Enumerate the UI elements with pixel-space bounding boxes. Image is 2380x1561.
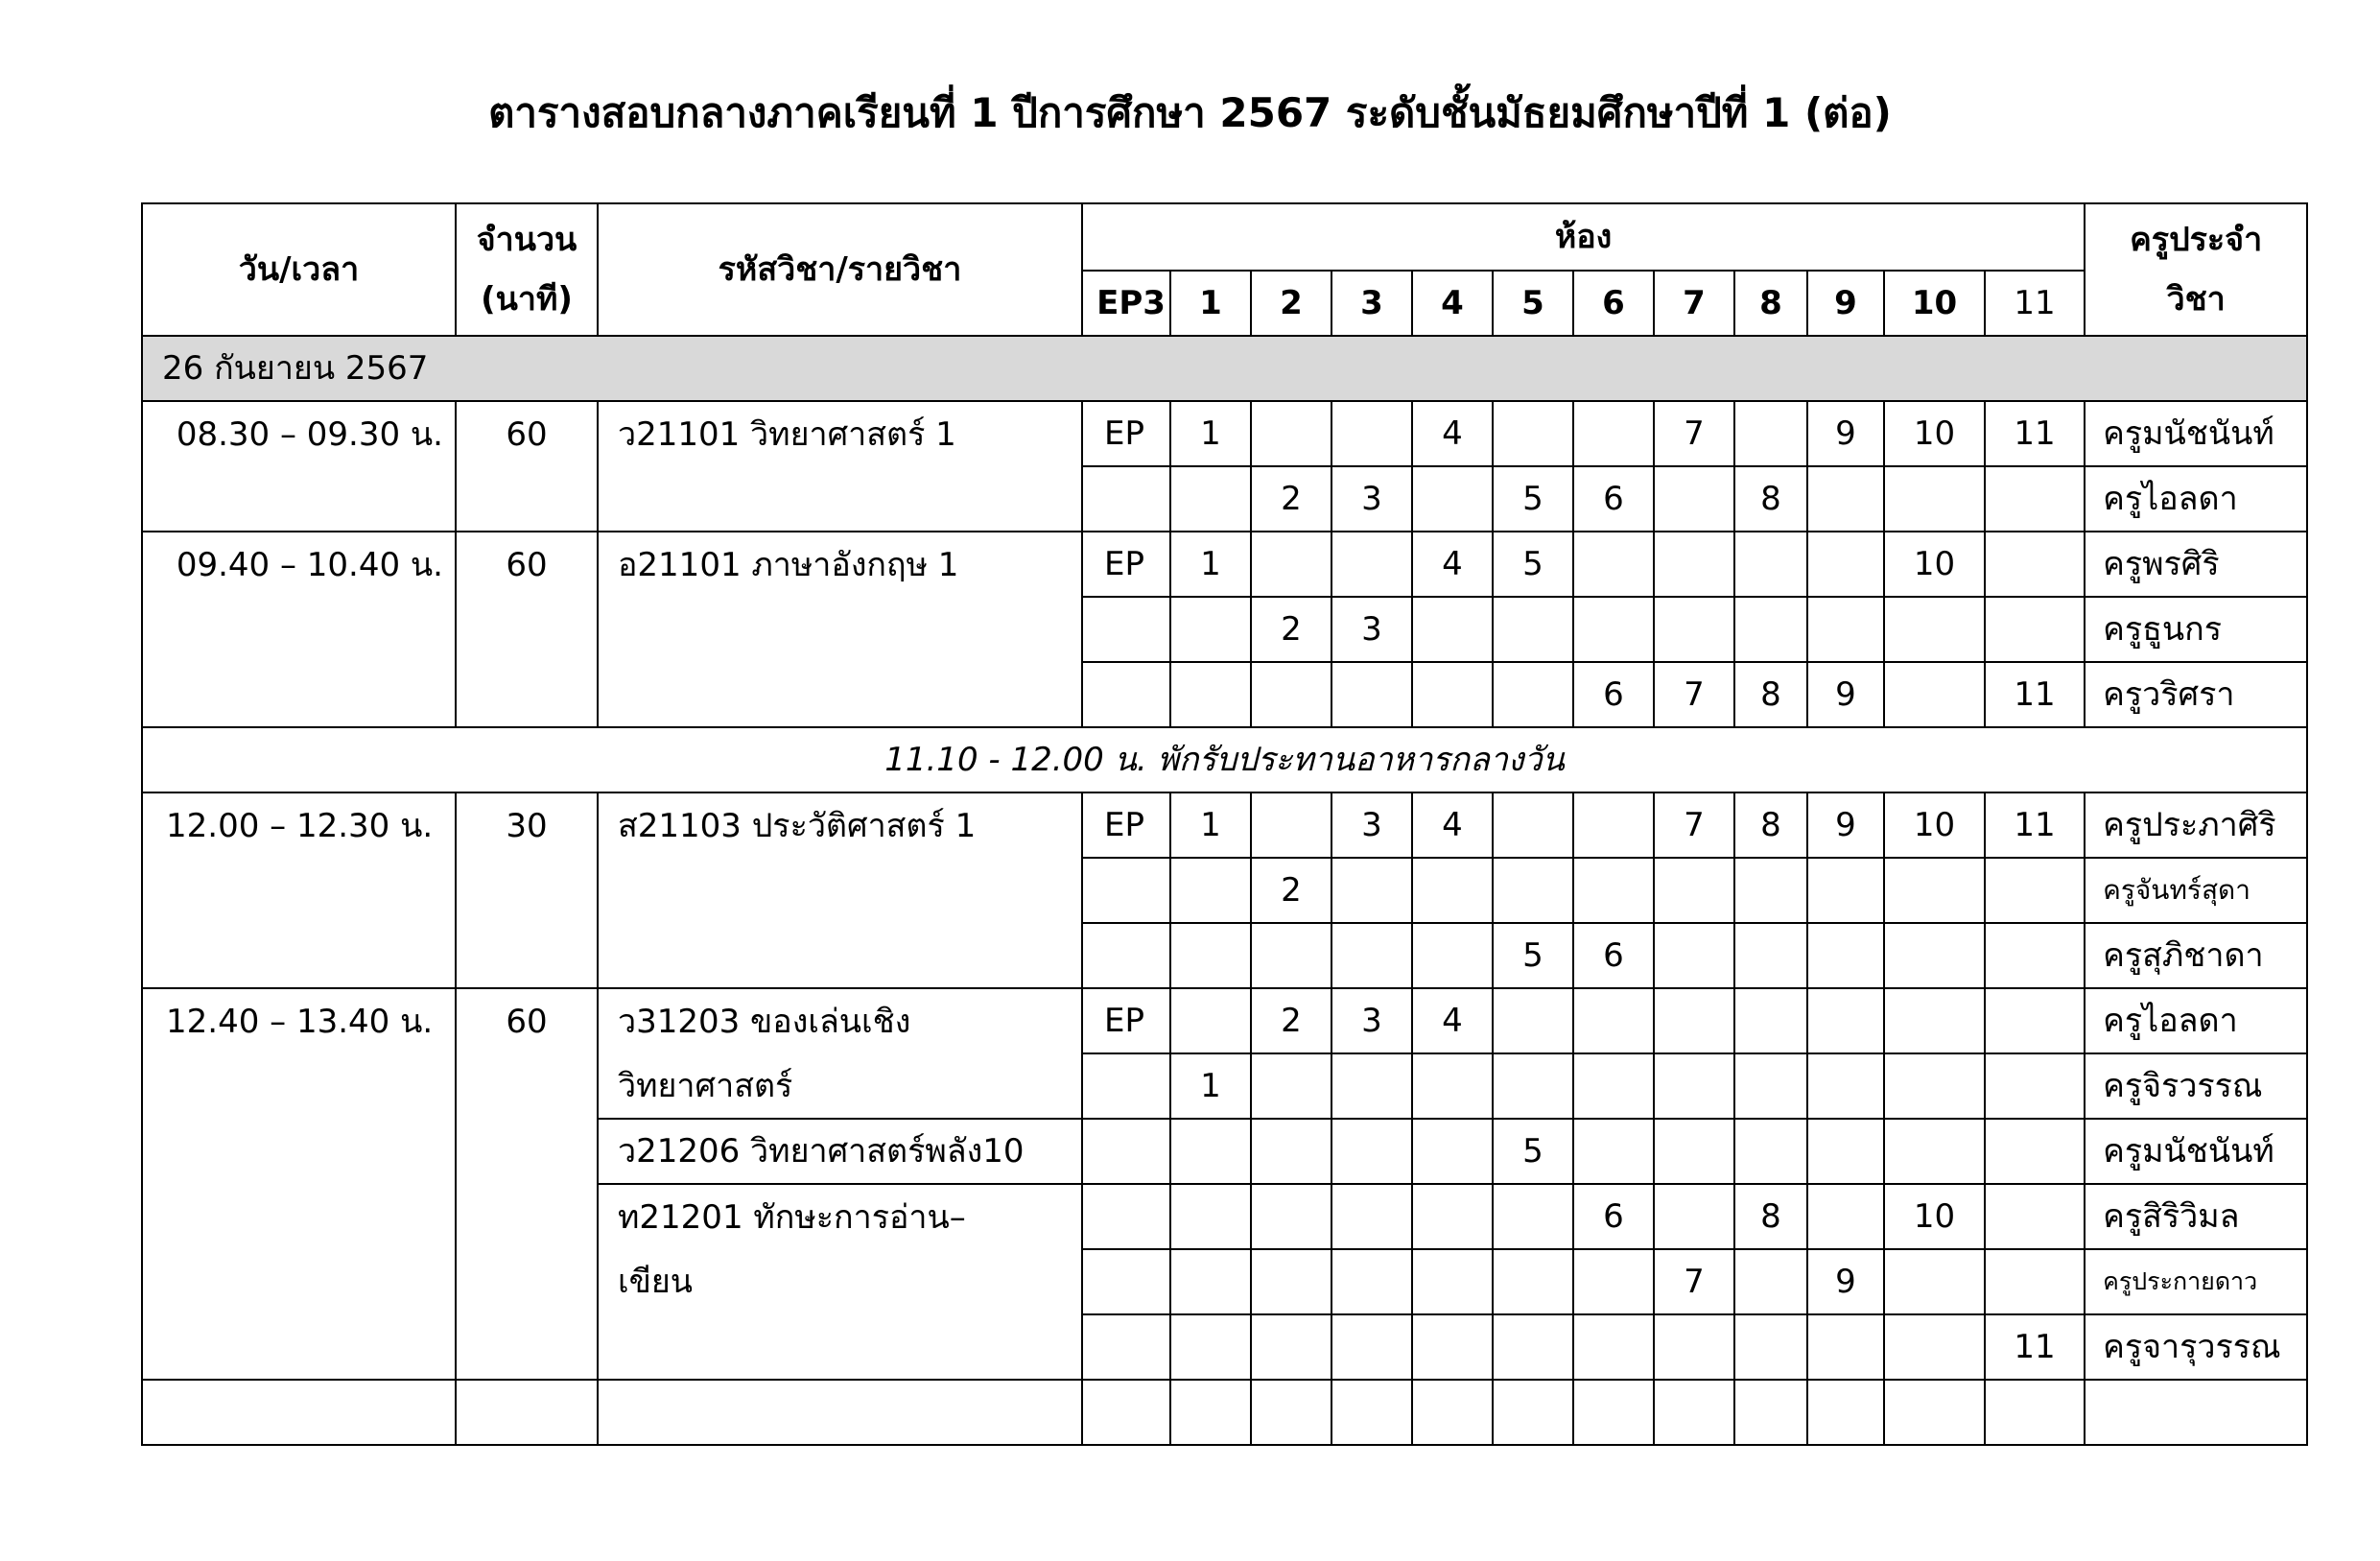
- header-room-4: 4: [1412, 271, 1493, 336]
- room-cell: 6: [1573, 923, 1654, 988]
- room-cell: 5: [1493, 532, 1573, 597]
- room-cell: [1331, 1119, 1412, 1184]
- teacher-cell: ครูจิรวรรณ: [2085, 1053, 2307, 1119]
- empty-row: [142, 1380, 2307, 1445]
- room-cell: 8: [1734, 662, 1807, 727]
- header-room-11: 11: [1985, 271, 2085, 336]
- room-cell: [1985, 923, 2085, 988]
- room-cell: [1573, 858, 1654, 923]
- room-cell: [1807, 1119, 1884, 1184]
- room-cell: 6: [1573, 662, 1654, 727]
- date-row: [142, 336, 2307, 401]
- room-cell: [1573, 532, 1654, 597]
- room-cell: 7: [1654, 792, 1734, 858]
- room-cell: 2: [1251, 858, 1331, 923]
- room-cell: [1331, 923, 1412, 988]
- header-datetime: วัน/เวลา: [142, 203, 456, 336]
- room-cell: 4: [1412, 401, 1493, 466]
- header-room-10: 10: [1884, 271, 1985, 336]
- room-cell: [1807, 858, 1884, 923]
- room-cell: [1884, 923, 1985, 988]
- teacher-cell: ครูสุภิชาดา: [2085, 923, 2307, 988]
- room-cell: [1082, 597, 1170, 662]
- header-subject: รหัสวิชา/รายวิชา: [598, 203, 1082, 336]
- room-cell: [1251, 532, 1331, 597]
- room-cell: [1251, 1249, 1331, 1314]
- empty-cell: [2085, 1380, 2307, 1445]
- header-teacher-line2: วิชา: [2166, 280, 2226, 319]
- room-cell: [1170, 662, 1251, 727]
- subject-cell: ส21103 ประวัติศาสตร์ 1: [598, 792, 1082, 988]
- room-cell: [1884, 1053, 1985, 1119]
- room-cell: [1654, 923, 1734, 988]
- room-cell: [1884, 1119, 1985, 1184]
- room-cell: [1985, 532, 2085, 597]
- room-cell: [1082, 858, 1170, 923]
- room-cell: [1807, 923, 1884, 988]
- room-cell: EP: [1082, 792, 1170, 858]
- room-cell: [1985, 988, 2085, 1053]
- room-cell: [1654, 532, 1734, 597]
- room-cell: [1412, 597, 1493, 662]
- teacher-cell: ครูพรศิริ: [2085, 532, 2307, 597]
- room-cell: [1573, 1314, 1654, 1380]
- room-cell: 6: [1573, 1184, 1654, 1249]
- room-cell: 8: [1734, 792, 1807, 858]
- exam-date: 26 กันยายน 2567: [142, 336, 2307, 401]
- room-cell: [1807, 532, 1884, 597]
- room-cell: [1251, 401, 1331, 466]
- room-cell: [1884, 988, 1985, 1053]
- room-cell: [1170, 466, 1251, 532]
- room-cell: [1170, 1249, 1251, 1314]
- room-cell: [1170, 988, 1251, 1053]
- time-cell: 12.00 – 12.30 น.: [142, 792, 456, 988]
- table-row: [142, 401, 2307, 466]
- room-cell: [1251, 1314, 1331, 1380]
- room-cell: [1734, 1053, 1807, 1119]
- room-cell: 11: [1985, 1314, 2085, 1380]
- room-cell: [1493, 988, 1573, 1053]
- empty-cell: [1573, 1380, 1654, 1445]
- header-room-6: 6: [1573, 271, 1654, 336]
- time-cell: 09.40 – 10.40 น.: [142, 532, 456, 727]
- teacher-cell: ครูประภาศิริ: [2085, 792, 2307, 858]
- room-cell: [1884, 466, 1985, 532]
- room-cell: [1331, 532, 1412, 597]
- room-cell: [1251, 923, 1331, 988]
- room-cell: [1082, 923, 1170, 988]
- room-cell: 7: [1654, 401, 1734, 466]
- room-cell: 9: [1807, 1249, 1884, 1314]
- room-cell: [1654, 1053, 1734, 1119]
- room-cell: [1412, 1249, 1493, 1314]
- minutes-cell: 60: [456, 532, 598, 727]
- teacher-cell: ครูมนัชนันท์: [2085, 401, 2307, 466]
- empty-cell: [1251, 1380, 1331, 1445]
- lunch-break-text: 11.10 - 12.00 น. พักรับประทานอาหารกลางวัน: [142, 727, 2307, 792]
- room-cell: [1082, 662, 1170, 727]
- room-cell: EP: [1082, 401, 1170, 466]
- room-cell: [1884, 858, 1985, 923]
- room-cell: [1493, 1053, 1573, 1119]
- room-cell: [1251, 1053, 1331, 1119]
- room-cell: 1: [1170, 792, 1251, 858]
- subject-cell: เขียน: [598, 1249, 1082, 1380]
- room-cell: [1807, 1184, 1884, 1249]
- room-cell: [1082, 1119, 1170, 1184]
- room-cell: 2: [1251, 466, 1331, 532]
- header-room-5: 5: [1493, 271, 1573, 336]
- table-row: [142, 532, 2307, 597]
- teacher-cell: ครูไอลดา: [2085, 988, 2307, 1053]
- room-cell: [1654, 1119, 1734, 1184]
- room-cell: 1: [1170, 1053, 1251, 1119]
- room-cell: 3: [1331, 597, 1412, 662]
- room-cell: 3: [1331, 792, 1412, 858]
- teacher-cell: ครูสิริวิมล: [2085, 1184, 2307, 1249]
- empty-cell: [456, 1380, 598, 1445]
- room-cell: [1807, 597, 1884, 662]
- room-cell: [1807, 466, 1884, 532]
- room-cell: [1082, 1053, 1170, 1119]
- minutes-cell: 30: [456, 792, 598, 988]
- room-cell: [1251, 792, 1331, 858]
- room-cell: [1985, 1119, 2085, 1184]
- minutes-cell: 60: [456, 401, 598, 532]
- room-cell: [1573, 988, 1654, 1053]
- room-cell: [1412, 923, 1493, 988]
- room-cell: 5: [1493, 466, 1573, 532]
- header-minutes-line1: จำนวน: [476, 221, 577, 259]
- room-cell: [1985, 1249, 2085, 1314]
- room-cell: 5: [1493, 923, 1573, 988]
- room-cell: 11: [1985, 792, 2085, 858]
- teacher-cell: ครูไอลดา: [2085, 466, 2307, 532]
- header-minutes-line2: (นาที): [481, 280, 573, 319]
- room-cell: [1734, 1314, 1807, 1380]
- empty-cell: [1412, 1380, 1493, 1445]
- empty-cell: [1985, 1380, 2085, 1445]
- room-cell: [1573, 792, 1654, 858]
- room-cell: [1573, 1053, 1654, 1119]
- header-room-2: 2: [1251, 271, 1331, 336]
- room-cell: [1412, 1184, 1493, 1249]
- room-cell: [1412, 662, 1493, 727]
- time-cell: 08.30 – 09.30 น.: [142, 401, 456, 532]
- subject-cell: วิทยาศาสตร์: [598, 1053, 1082, 1119]
- room-cell: [1493, 1314, 1573, 1380]
- empty-cell: [1734, 1380, 1807, 1445]
- room-cell: 1: [1170, 532, 1251, 597]
- room-cell: 2: [1251, 597, 1331, 662]
- room-cell: 8: [1734, 466, 1807, 532]
- subject-cell: ว31203 ของเล่นเชิง: [598, 988, 1082, 1053]
- room-cell: [1573, 1119, 1654, 1184]
- teacher-cell: ครูธูนกร: [2085, 597, 2307, 662]
- room-cell: 10: [1884, 1184, 1985, 1249]
- room-cell: [1985, 1184, 2085, 1249]
- subject-cell: ว21206 วิทยาศาสตร์พลัง10: [598, 1119, 1082, 1184]
- page-title: ตารางสอบกลางภาคเรียนที่ 1 ปีการศึกษา 2567 ระดับชั้นมัธยมศึกษาปีที่ 1 (ต่อ): [488, 89, 1892, 136]
- header-teacher: [2085, 203, 2307, 336]
- room-cell: [1331, 401, 1412, 466]
- room-cell: [1493, 401, 1573, 466]
- empty-cell: [1493, 1380, 1573, 1445]
- subject-cell: อ21101 ภาษาอังกฤษ 1: [598, 532, 1082, 727]
- room-cell: 5: [1493, 1119, 1573, 1184]
- room-cell: [1985, 858, 2085, 923]
- header-room-3: 3: [1331, 271, 1412, 336]
- room-cell: [1493, 1184, 1573, 1249]
- room-cell: 10: [1884, 792, 1985, 858]
- room-cell: [1493, 1249, 1573, 1314]
- room-cell: [1807, 988, 1884, 1053]
- minutes-cell: 60: [456, 988, 598, 1380]
- room-cell: 10: [1884, 401, 1985, 466]
- empty-cell: [142, 1380, 456, 1445]
- header-row-1: [142, 203, 2307, 271]
- room-cell: [1412, 858, 1493, 923]
- room-cell: [1251, 1184, 1331, 1249]
- room-cell: 3: [1331, 988, 1412, 1053]
- header-room: ห้อง: [1082, 203, 2085, 271]
- room-cell: [1170, 1314, 1251, 1380]
- room-cell: [1493, 858, 1573, 923]
- room-cell: [1654, 858, 1734, 923]
- room-cell: [1082, 1184, 1170, 1249]
- header-room-1: 1: [1170, 271, 1251, 336]
- room-cell: [1331, 1249, 1412, 1314]
- teacher-cell: ครูประกายดาว: [2085, 1249, 2307, 1314]
- room-cell: [1331, 662, 1412, 727]
- teacher-cell: ครูมนัชนันท์: [2085, 1119, 2307, 1184]
- header-room-ep3: EP3: [1082, 271, 1170, 336]
- empty-cell: [1170, 1380, 1251, 1445]
- room-cell: [1734, 923, 1807, 988]
- room-cell: [1734, 597, 1807, 662]
- room-cell: [1654, 1184, 1734, 1249]
- room-cell: [1734, 401, 1807, 466]
- table-row: [142, 792, 2307, 858]
- header-room-7: 7: [1654, 271, 1734, 336]
- room-cell: 9: [1807, 401, 1884, 466]
- room-cell: [1331, 1053, 1412, 1119]
- table-row: [142, 988, 2307, 1053]
- room-cell: 11: [1985, 401, 2085, 466]
- room-cell: [1654, 466, 1734, 532]
- empty-cell: [1654, 1380, 1734, 1445]
- room-cell: [1573, 1249, 1654, 1314]
- room-cell: [1493, 662, 1573, 727]
- teacher-cell: ครูวริศรา: [2085, 662, 2307, 727]
- room-cell: [1573, 401, 1654, 466]
- room-cell: 10: [1884, 532, 1985, 597]
- room-cell: [1082, 1314, 1170, 1380]
- room-cell: [1734, 988, 1807, 1053]
- room-cell: 7: [1654, 662, 1734, 727]
- room-cell: EP: [1082, 532, 1170, 597]
- room-cell: [1331, 858, 1412, 923]
- room-cell: [1170, 597, 1251, 662]
- room-cell: [1412, 1119, 1493, 1184]
- room-cell: EP: [1082, 988, 1170, 1053]
- subject-cell: ว21101 วิทยาศาสตร์ 1: [598, 401, 1082, 532]
- header-room-9: 9: [1807, 271, 1884, 336]
- room-cell: 8: [1734, 1184, 1807, 1249]
- room-cell: [1251, 1119, 1331, 1184]
- room-cell: [1734, 532, 1807, 597]
- room-cell: [1734, 1119, 1807, 1184]
- room-cell: [1985, 597, 2085, 662]
- header-room-8: 8: [1734, 271, 1807, 336]
- room-cell: [1412, 466, 1493, 532]
- room-cell: [1884, 597, 1985, 662]
- header-teacher-line1: ครูประจำ: [2130, 221, 2263, 259]
- room-cell: [1654, 1314, 1734, 1380]
- room-cell: 9: [1807, 792, 1884, 858]
- room-cell: [1654, 597, 1734, 662]
- subject-cell: ท21201 ทักษะการอ่าน–: [598, 1184, 1082, 1249]
- room-cell: 4: [1412, 988, 1493, 1053]
- room-cell: [1884, 1249, 1985, 1314]
- room-cell: 6: [1573, 466, 1654, 532]
- room-cell: [1985, 1053, 2085, 1119]
- room-cell: [1807, 1314, 1884, 1380]
- room-cell: 2: [1251, 988, 1331, 1053]
- empty-cell: [1331, 1380, 1412, 1445]
- room-cell: 1: [1170, 401, 1251, 466]
- room-cell: [1985, 466, 2085, 532]
- room-cell: [1573, 597, 1654, 662]
- room-cell: [1170, 1119, 1251, 1184]
- room-cell: [1654, 988, 1734, 1053]
- room-cell: 4: [1412, 532, 1493, 597]
- empty-cell: [1082, 1380, 1170, 1445]
- teacher-cell: ครูจารุวรรณ: [2085, 1314, 2307, 1380]
- room-cell: 11: [1985, 662, 2085, 727]
- room-cell: [1884, 1314, 1985, 1380]
- room-cell: [1331, 1314, 1412, 1380]
- room-cell: [1493, 597, 1573, 662]
- teacher-cell: ครูจันทร์สุดา: [2085, 858, 2307, 923]
- room-cell: [1412, 1314, 1493, 1380]
- room-cell: [1082, 466, 1170, 532]
- room-cell: [1170, 923, 1251, 988]
- room-cell: 3: [1331, 466, 1412, 532]
- room-cell: [1734, 858, 1807, 923]
- room-cell: [1734, 1249, 1807, 1314]
- room-cell: 4: [1412, 792, 1493, 858]
- room-cell: [1251, 662, 1331, 727]
- lunch-break-row: [142, 727, 2307, 792]
- room-cell: [1493, 792, 1573, 858]
- room-cell: [1807, 1053, 1884, 1119]
- time-cell: 12.40 – 13.40 น.: [142, 988, 456, 1380]
- header-minutes: [456, 203, 598, 336]
- room-cell: [1170, 858, 1251, 923]
- empty-cell: [1884, 1380, 1985, 1445]
- exam-schedule-table: [141, 202, 2308, 1446]
- room-cell: [1412, 1053, 1493, 1119]
- empty-cell: [1807, 1380, 1884, 1445]
- room-cell: 9: [1807, 662, 1884, 727]
- room-cell: 7: [1654, 1249, 1734, 1314]
- room-cell: [1331, 1184, 1412, 1249]
- room-cell: [1170, 1184, 1251, 1249]
- room-cell: [1082, 1249, 1170, 1314]
- room-cell: [1884, 662, 1985, 727]
- empty-cell: [598, 1380, 1082, 1445]
